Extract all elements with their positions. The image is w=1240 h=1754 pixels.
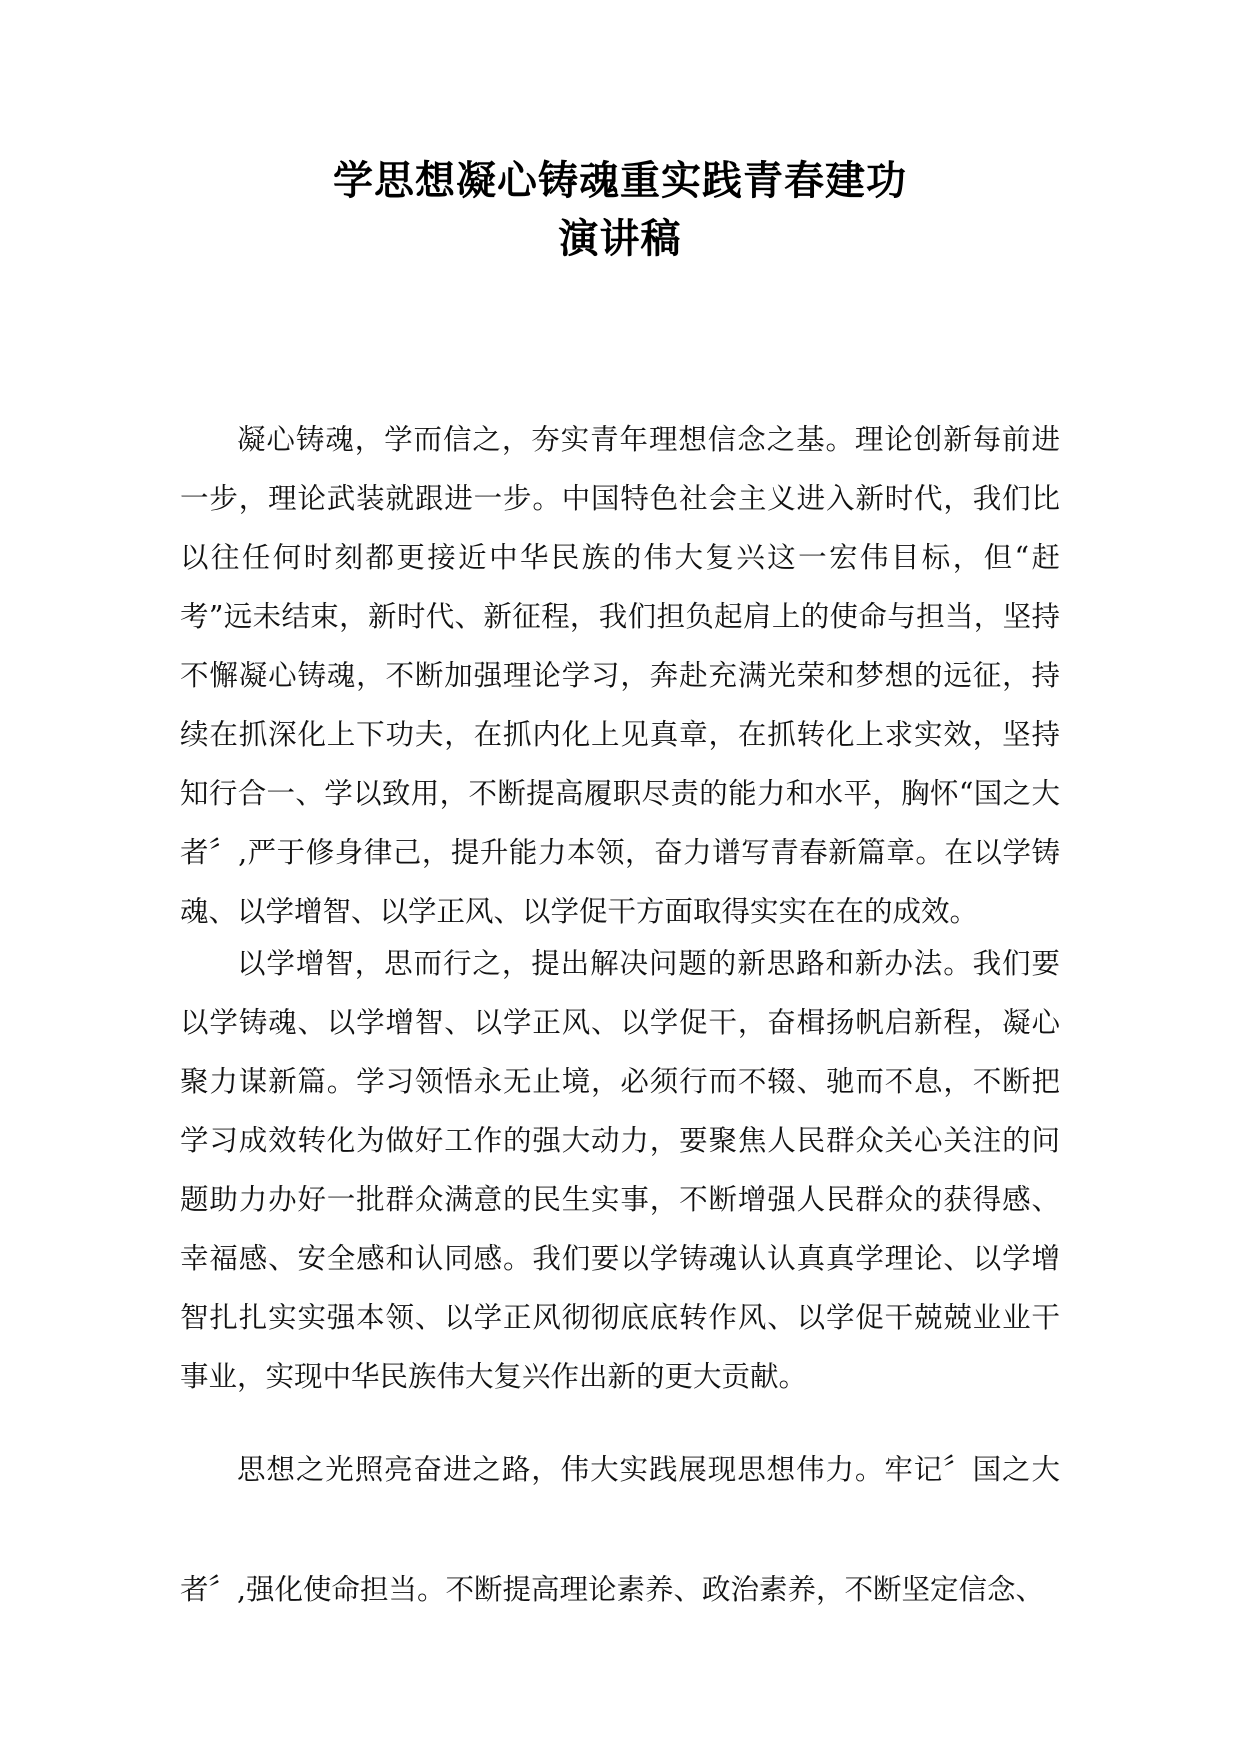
paragraph-2: 以学增智，思而行之，提出解决问题的新思路和新办法。我们要以学铸魂、以学增智、以学正风、以学促干，奋楫扬帆启新程，凝心聚力谋新篇。学习领悟永无止境，必须行而不辍、驰而不息，不断把学习成效转化为做好工作的强大动力，要聚焦人民群众关心关注的问题助力办好一批群众满意的民生实事，不断增强人民群众的获得感、幸福感、安全感和认同感。我们要以学铸魂认认真真学理论、以学增智扎扎实实强本领、以学正风彻彻底底转作风、以学促干兢兢业业干事业，实现中华民族伟大复兴作出新的更大贡献。 — [180, 947, 1060, 1393]
paragraph-3: 思想之光照亮奋进之路，伟大实践展现思想伟力。牢记〞国之大者〞,强化使命担当。不断提高理论素养、政治素养，不断坚定信念、 — [180, 1453, 1060, 1606]
title-line-2: 演讲稿 — [558, 216, 682, 262]
title-line-1: 学思想凝心铸魂重实践青春建功 — [333, 158, 907, 204]
paragraph-1: 凝心铸魂，学而信之，夯实青年理想信念之基。理论创新每前进一步，理论武装就跟进一步。中国特色社会主义进入新时代，我们比以往任何时刻都更接近中华民族的伟大复兴这一宏伟目标，但“赶考”远未结束，新时代、新征程，我们担负起肩上的使命与担当，坚持不懈凝心铸魂，不断加强理论学习，奔赴充满光荣和梦想的远征，持续在抓深化上下功夫，在抓内化上见真章，在抓转化上求实效，坚持知行合一、学以致用，不断提高履职尽责的能力和水平，胸怀“国之大者〞,严于修身律己，提升能力本领，奋力谱写青春新篇章。在以学铸魂、以学增智、以学正风、以学促干方面取得实实在在的成效。 — [180, 423, 1060, 928]
document-title — [0, 152, 1240, 268]
